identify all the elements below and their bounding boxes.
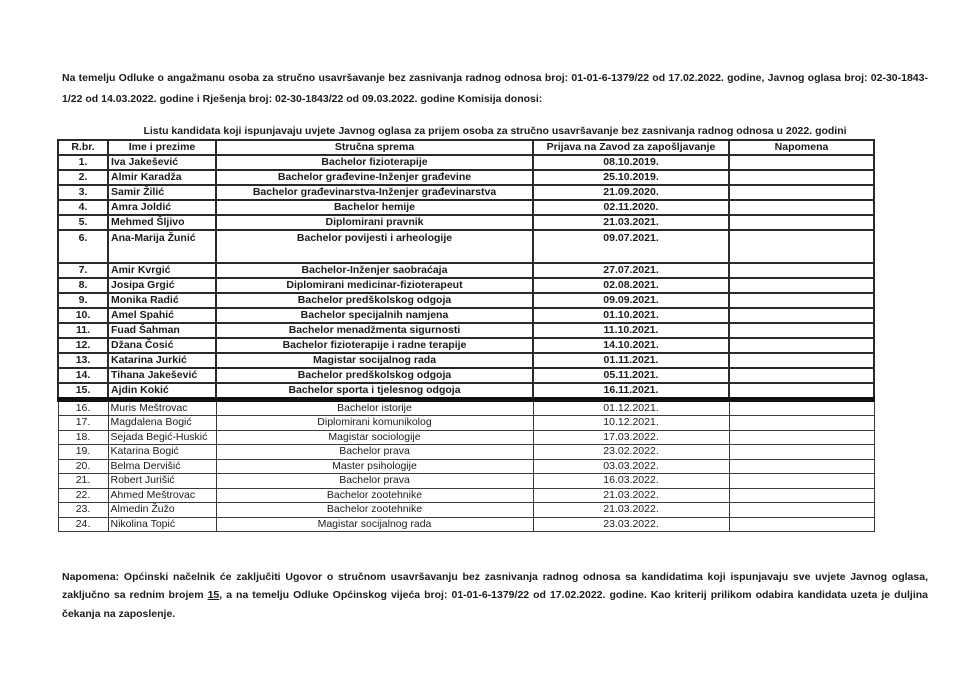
cell-date: 14.10.2021.	[533, 338, 729, 353]
table-row	[58, 278, 874, 293]
table-row	[58, 293, 874, 308]
cell-number: 18.	[58, 430, 108, 445]
cell-qualification: Bachelor povijesti i arheologije	[216, 230, 533, 263]
cell-date: 01.10.2021.	[533, 308, 729, 323]
intro-paragraph: Na temelju Odluke o angažmanu osoba za stručno usavršavanje bez zasnivanja radnog odnosa broj: 01-01-6-1379/22 od 17.02.2022. godine, Javnog oglasa broj: 02-30-1843-1/22 od 14.03.2022. godine i Rješenja broj: 02-30-1843/22 od 09.03.2022. godine Komisija donosi:	[62, 71, 928, 105]
cell-name: Magdalena Bogić	[108, 416, 216, 431]
cell-date: 21.03.2021.	[533, 215, 729, 230]
cell-date: 01.11.2021.	[533, 353, 729, 368]
cell-qualification: Bachelor predškolskog odgoja	[216, 368, 533, 383]
cell-name: Almir Karadža	[108, 170, 216, 185]
table-row	[58, 323, 874, 338]
cell-number: 11.	[58, 323, 108, 338]
cell-number: 23.	[58, 503, 108, 518]
cell-note	[729, 488, 874, 503]
cell-name: Mehmed Šljivo	[108, 215, 216, 230]
cell-number: 20.	[58, 459, 108, 474]
cell-number: 9.	[58, 293, 108, 308]
footer-note-text-before: Napomena: Općinski načelnik će zaključiti Ugovor o stručnom usavršavanju bez zasnivanja radnog odnosa sa kandidatima koji ispunjavaju sve uvjete Javnog oglasa, zaključno sa rednim brojem	[62, 570, 928, 601]
table-row	[58, 308, 874, 323]
cell-date: 21.03.2022.	[533, 503, 729, 518]
cell-qualification: Diplomirani komunikolog	[216, 416, 533, 431]
cell-note	[729, 368, 874, 383]
cell-date: 27.07.2021.	[533, 263, 729, 278]
cell-note	[729, 445, 874, 460]
cell-qualification: Bachelor predškolskog odgoja	[216, 293, 533, 308]
cell-date: 23.02.2022.	[533, 445, 729, 460]
cell-date: 02.08.2021.	[533, 278, 729, 293]
table-row	[58, 416, 874, 431]
cell-note	[729, 155, 874, 170]
cell-number: 2.	[58, 170, 108, 185]
cell-date: 11.10.2021.	[533, 323, 729, 338]
cell-name: Amra Joldić	[108, 200, 216, 215]
table-row	[58, 503, 874, 518]
cell-name: Almedin Žužo	[108, 503, 216, 518]
cell-date: 16.03.2022.	[533, 474, 729, 489]
cell-qualification: Bachelor sporta i tjelesnog odgoja	[216, 383, 533, 400]
cell-name: Amir Kvrgić	[108, 263, 216, 278]
cell-note	[729, 517, 874, 532]
candidates-table-body	[58, 155, 874, 532]
cell-number: 7.	[58, 263, 108, 278]
footer-note-underlined-number: 15	[207, 589, 220, 601]
cell-name: Belma Dervišić	[108, 459, 216, 474]
cell-date: 03.03.2022.	[533, 459, 729, 474]
table-row	[58, 170, 874, 185]
table-row	[58, 338, 874, 353]
cell-qualification: Bachelor prava	[216, 445, 533, 460]
cell-qualification: Master psihologije	[216, 459, 533, 474]
cell-number: 17.	[58, 416, 108, 431]
cell-note	[729, 323, 874, 338]
cell-qualification: Bachelor zootehnike	[216, 503, 533, 518]
cell-number: 21.	[58, 474, 108, 489]
cell-note	[729, 263, 874, 278]
cell-date: 21.09.2020.	[533, 185, 729, 200]
table-row	[58, 400, 874, 416]
footer-note	[62, 568, 928, 624]
cell-date: 09.07.2021.	[533, 230, 729, 263]
cell-date: 02.11.2020.	[533, 200, 729, 215]
cell-name: Nikolina Topić	[108, 517, 216, 532]
cell-date: 08.10.2019.	[533, 155, 729, 170]
cell-number: 22.	[58, 488, 108, 503]
table-row	[58, 155, 874, 170]
cell-number: 19.	[58, 445, 108, 460]
col-header-note: Napomena	[729, 140, 874, 155]
table-row	[58, 215, 874, 230]
cell-note	[729, 200, 874, 215]
table-row	[58, 368, 874, 383]
cell-number: 1.	[58, 155, 108, 170]
table-row	[58, 353, 874, 368]
cell-number: 14.	[58, 368, 108, 383]
cell-note	[729, 293, 874, 308]
cell-date: 17.03.2022.	[533, 430, 729, 445]
cell-qualification: Magistar sociologije	[216, 430, 533, 445]
cell-qualification: Bachelor istorije	[216, 400, 533, 416]
cell-date: 23.03.2022.	[533, 517, 729, 532]
cell-note	[729, 503, 874, 518]
cell-note	[729, 230, 874, 263]
cell-qualification: Bachelor hemije	[216, 200, 533, 215]
cell-note	[729, 383, 874, 400]
cell-name: Robert Jurišić	[108, 474, 216, 489]
cell-date: 21.03.2022.	[533, 488, 729, 503]
cell-date: 09.09.2021.	[533, 293, 729, 308]
cell-qualification: Bachelor prava	[216, 474, 533, 489]
cell-note	[729, 430, 874, 445]
candidates-table	[57, 139, 875, 532]
cell-note	[729, 308, 874, 323]
cell-date: 10.12.2021.	[533, 416, 729, 431]
cell-name: Muris Meštrovac	[108, 400, 216, 416]
table-row	[58, 230, 874, 263]
cell-note	[729, 353, 874, 368]
cell-name: Monika Radić	[108, 293, 216, 308]
cell-number: 24.	[58, 517, 108, 532]
cell-number: 15.	[58, 383, 108, 400]
cell-number: 6.	[58, 230, 108, 263]
cell-number: 3.	[58, 185, 108, 200]
col-header-qualification: Stručna sprema	[216, 140, 533, 155]
cell-note	[729, 215, 874, 230]
table-row	[58, 488, 874, 503]
cell-name: Iva Jakešević	[108, 155, 216, 170]
cell-note	[729, 170, 874, 185]
col-header-number: R.br.	[58, 140, 108, 155]
cell-note	[729, 459, 874, 474]
cell-number: 16.	[58, 400, 108, 416]
cell-name: Katarina Bogić	[108, 445, 216, 460]
table-row	[58, 459, 874, 474]
cell-date: 01.12.2021.	[533, 400, 729, 416]
cell-qualification: Bachelor menadžmenta sigurnosti	[216, 323, 533, 338]
cell-name: Samir Žilić	[108, 185, 216, 200]
col-header-date: Prijava na Zavod za zapošljavanje	[533, 140, 729, 155]
cell-number: 4.	[58, 200, 108, 215]
table-row	[58, 445, 874, 460]
cell-name: Tihana Jakešević	[108, 368, 216, 383]
cell-name: Sejada Begić-Huskić	[108, 430, 216, 445]
table-header-row	[58, 140, 874, 155]
col-header-name: Ime i prezime	[108, 140, 216, 155]
cell-note	[729, 416, 874, 431]
cell-qualification: Bachelor zootehnike	[216, 488, 533, 503]
cell-name: Džana Čosić	[108, 338, 216, 353]
list-title: Listu kandidata koji ispunjavaju uvjete Javnog oglasa za prijem osoba za stručno usavršavanje bez zasnivanja radnog odnosa u 2022. godini	[143, 124, 847, 137]
cell-note	[729, 185, 874, 200]
cell-qualification: Magistar socijalnog rada	[216, 517, 533, 532]
cell-number: 13.	[58, 353, 108, 368]
cell-date: 05.11.2021.	[533, 368, 729, 383]
cell-qualification: Diplomirani medicinar-fizioterapeut	[216, 278, 533, 293]
cell-qualification: Bachelor specijalnih namjena	[216, 308, 533, 323]
cell-name: Katarina Jurkić	[108, 353, 216, 368]
cell-name: Josipa Grgić	[108, 278, 216, 293]
cell-name: Ahmed Meštrovac	[108, 488, 216, 503]
cell-name: Ajdin Kokić	[108, 383, 216, 400]
cell-number: 5.	[58, 215, 108, 230]
table-row	[58, 185, 874, 200]
table-row	[58, 383, 874, 400]
cell-name: Amel Spahić	[108, 308, 216, 323]
cell-qualification: Bachelor-Inženjer saobraćaja	[216, 263, 533, 278]
cell-date: 16.11.2021.	[533, 383, 729, 400]
cell-number: 10.	[58, 308, 108, 323]
cell-qualification: Diplomirani pravnik	[216, 215, 533, 230]
cell-date: 25.10.2019.	[533, 170, 729, 185]
cell-number: 8.	[58, 278, 108, 293]
cell-number: 12.	[58, 338, 108, 353]
table-row	[58, 200, 874, 215]
table-row	[58, 430, 874, 445]
cell-qualification: Magistar socijalnog rada	[216, 353, 533, 368]
table-row	[58, 474, 874, 489]
cell-qualification: Bachelor fizioterapije	[216, 155, 533, 170]
cell-note	[729, 338, 874, 353]
table-row	[58, 517, 874, 532]
cell-qualification: Bachelor građevine-Inženjer građevine	[216, 170, 533, 185]
table-row	[58, 263, 874, 278]
cell-note	[729, 474, 874, 489]
cell-name: Fuad Šahman	[108, 323, 216, 338]
cell-qualification: Bachelor fizioterapije i radne terapije	[216, 338, 533, 353]
cell-qualification: Bachelor građevinarstva-Inženjer građevinarstva	[216, 185, 533, 200]
cell-note	[729, 278, 874, 293]
cell-note	[729, 400, 874, 416]
footer-note-text-after: , a na temelju Odluke Općinskog vijeća broj: 01-01-6-1379/22 od 17.02.2022. godine. Kao kriterij prilikom odabira kandidata uzeta je duljina čekanja na zaposlenje.	[62, 589, 928, 620]
cell-name: Ana-Marija Žunić	[108, 230, 216, 263]
